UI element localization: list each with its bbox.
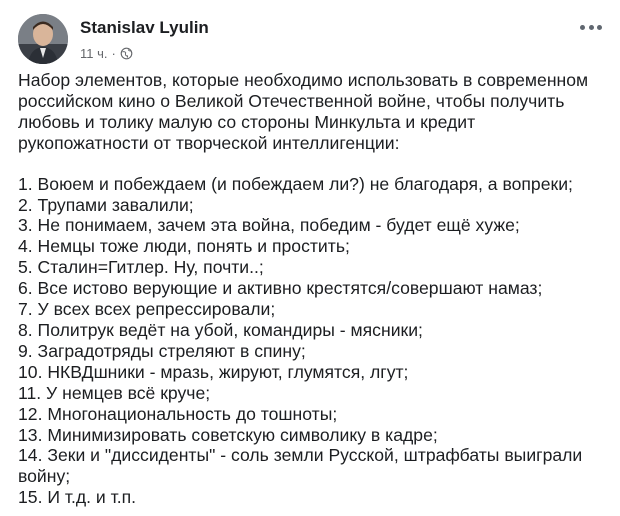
list-item: 6. Все истово верующие и активно крестятся/совершают намаз; bbox=[18, 278, 543, 299]
list-item: 9. Заградотряды стреляют в спину; bbox=[18, 340, 306, 361]
list-item: 15. И т.д. и т.п. bbox=[18, 487, 137, 508]
list-item: 10. НКВДшники - мразь, жируют, глумятся, лгут; bbox=[18, 361, 409, 382]
list-item: 11. У немцев всё круче; bbox=[18, 382, 211, 403]
post-list bbox=[18, 174, 608, 509]
list-item: 4. Немцы тоже люди, понять и простить; bbox=[18, 236, 350, 257]
list-item: 3. Не понимаем, зачем эта война, победим - будет ещё хуже; bbox=[18, 215, 520, 236]
list-item: 2. Трупами завалили; bbox=[18, 194, 194, 215]
meta-separator: · bbox=[111, 46, 116, 61]
post-meta bbox=[80, 46, 133, 61]
list-item: 8. Политрук ведёт на убой, командиры - мясники; bbox=[18, 319, 423, 340]
post-body bbox=[18, 70, 608, 508]
list-item: 12. Многонациональность до тошноты; bbox=[18, 403, 338, 424]
list-item: 5. Сталин=Гитлер. Ну, почти..; bbox=[18, 257, 264, 278]
avatar-photo bbox=[18, 14, 68, 64]
post-intro: Набор элементов, которые необходимо использовать в современном российском кино о Великой Отечественной войне, чтобы получить любовь и толику малую со стороны Минкульта и кредит рукопожатности от творческой интеллигенции: bbox=[18, 70, 589, 153]
author-avatar[interactable] bbox=[18, 14, 68, 64]
list-item: 7. У всех всех репрессировали; bbox=[18, 299, 276, 320]
list-item: 13. Минимизировать советскую символику в кадре; bbox=[18, 424, 438, 445]
more-options-icon[interactable] bbox=[580, 22, 602, 32]
author-name[interactable]: Stanislav Lyulin bbox=[80, 18, 209, 37]
post-timestamp[interactable]: 11 ч. bbox=[80, 46, 108, 61]
globe-icon bbox=[120, 47, 133, 60]
list-item: 14. Зеки и "диссиденты" - соль земли Русской, штрафбаты выиграли войну; bbox=[18, 445, 583, 487]
post-header bbox=[18, 14, 602, 66]
list-item: 1. Воюем и побеждаем (и побеждаем ли?) не благодаря, а вопреки; bbox=[18, 173, 573, 194]
